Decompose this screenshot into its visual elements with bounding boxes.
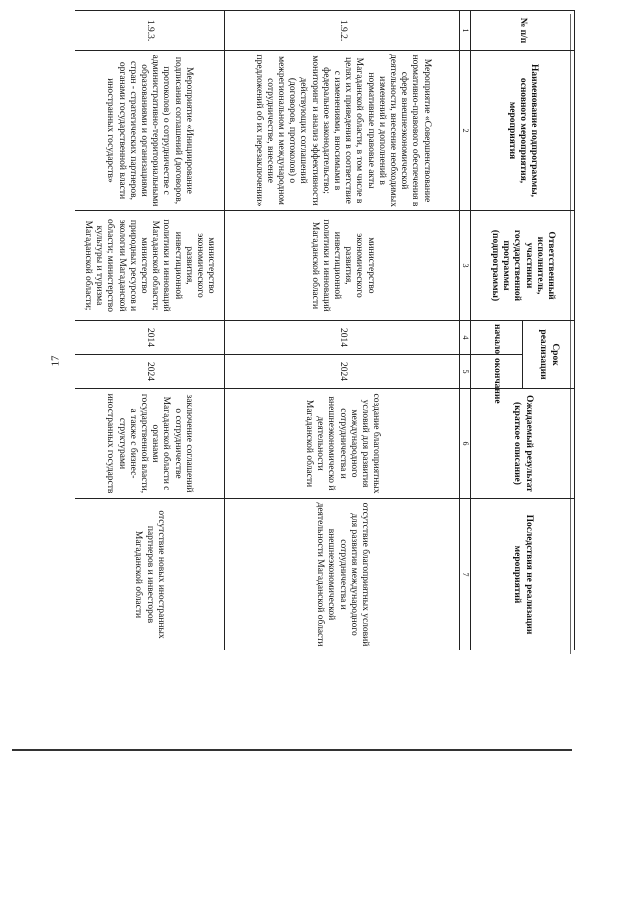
start-year: 2014 bbox=[225, 321, 460, 355]
header-responsible: Ответственный исполнитель, участники государственной программы (подпрограммы) bbox=[471, 211, 575, 321]
responsible-executor: министерство экономического развития, инвестиционной политики и инноваций Магаданской области; министерство природных ресурсов и экологии Магаданской области; министерство культуры и туризма Магаданской области; bbox=[75, 211, 225, 321]
row-number: 1.9.3. bbox=[75, 11, 225, 51]
responsible-executor: министерство экономического развития, инвестиционной политики и инноваций Магаданской области bbox=[225, 211, 460, 321]
column-number: 2 bbox=[460, 51, 471, 211]
consequences: отсутствие новых иностранных партнеров и инвесторов Магаданской области bbox=[75, 499, 225, 651]
end-year: 2024 bbox=[225, 355, 460, 389]
header-row bbox=[523, 11, 575, 651]
expected-result: создание благоприятных условий для развития международного сотрудничества и внешнеэкономическо й деятельности Магаданской области bbox=[225, 389, 460, 499]
column-number: 3 bbox=[460, 211, 471, 321]
header-consequences: Последствия не реализации мероприятий bbox=[471, 499, 575, 651]
table-container bbox=[75, 10, 575, 650]
table-row bbox=[75, 11, 225, 651]
column-number: 6 bbox=[460, 389, 471, 499]
consequences: отсутствие благоприятных условий для развития международного сотрудничества и внешнеэкономической деятельности Магаданской области bbox=[225, 499, 460, 651]
header-result: Ожидаемый результат (краткое описание) bbox=[471, 389, 575, 499]
rotated-table bbox=[75, 10, 575, 650]
measure-name: Мероприятие «Инициирование подписания соглашений (договоров, протоколов) о сотрудничестве с административно-территориальными образованиями и организациями стран - стратегических партнеров, органами государственной власти иностранных государств» bbox=[75, 51, 225, 211]
page-number: 17 bbox=[49, 355, 62, 367]
header-end: окончание bbox=[471, 355, 523, 389]
measure-name: Мероприятие «Совершенствование нормативно-правового обеспечения в сфере внешнеэкономической деятельности, внесение необходимых изменений и дополнений в нормативные правовые акты Магаданской области, в том числе в целях их приведения в соответствие с изменениями, вносимыми в федеральное законодательство; мониторинг и анализ эффективности действующих соглашений (договоров, протоколов) о межрегиональном и международном сотрудничестве, внесение предложений об их перезаключении» bbox=[225, 51, 460, 211]
activities-table bbox=[75, 10, 575, 650]
column-number: 5 bbox=[460, 355, 471, 389]
column-number: 7 bbox=[460, 499, 471, 651]
header-start: начало bbox=[471, 321, 523, 355]
header-no: № п/п bbox=[471, 11, 575, 51]
column-number: 1 bbox=[460, 11, 471, 51]
expected-result: заключение соглашений о сотрудничестве Магаданской области с органами государственной власти, а также с бизнес-структурами иностранных государств bbox=[75, 389, 225, 499]
header-period: Срок реализации bbox=[523, 321, 575, 389]
horizontal-rule bbox=[12, 749, 572, 751]
row-number: 1.9.2. bbox=[225, 11, 460, 51]
column-number-row bbox=[460, 11, 471, 651]
header-name: Наименование подпрограммы, основного мероприятия, мероприятия bbox=[471, 51, 575, 211]
table-row bbox=[225, 11, 460, 651]
start-year: 2014 bbox=[75, 321, 225, 355]
end-year: 2024 bbox=[75, 355, 225, 389]
column-number: 4 bbox=[460, 321, 471, 355]
